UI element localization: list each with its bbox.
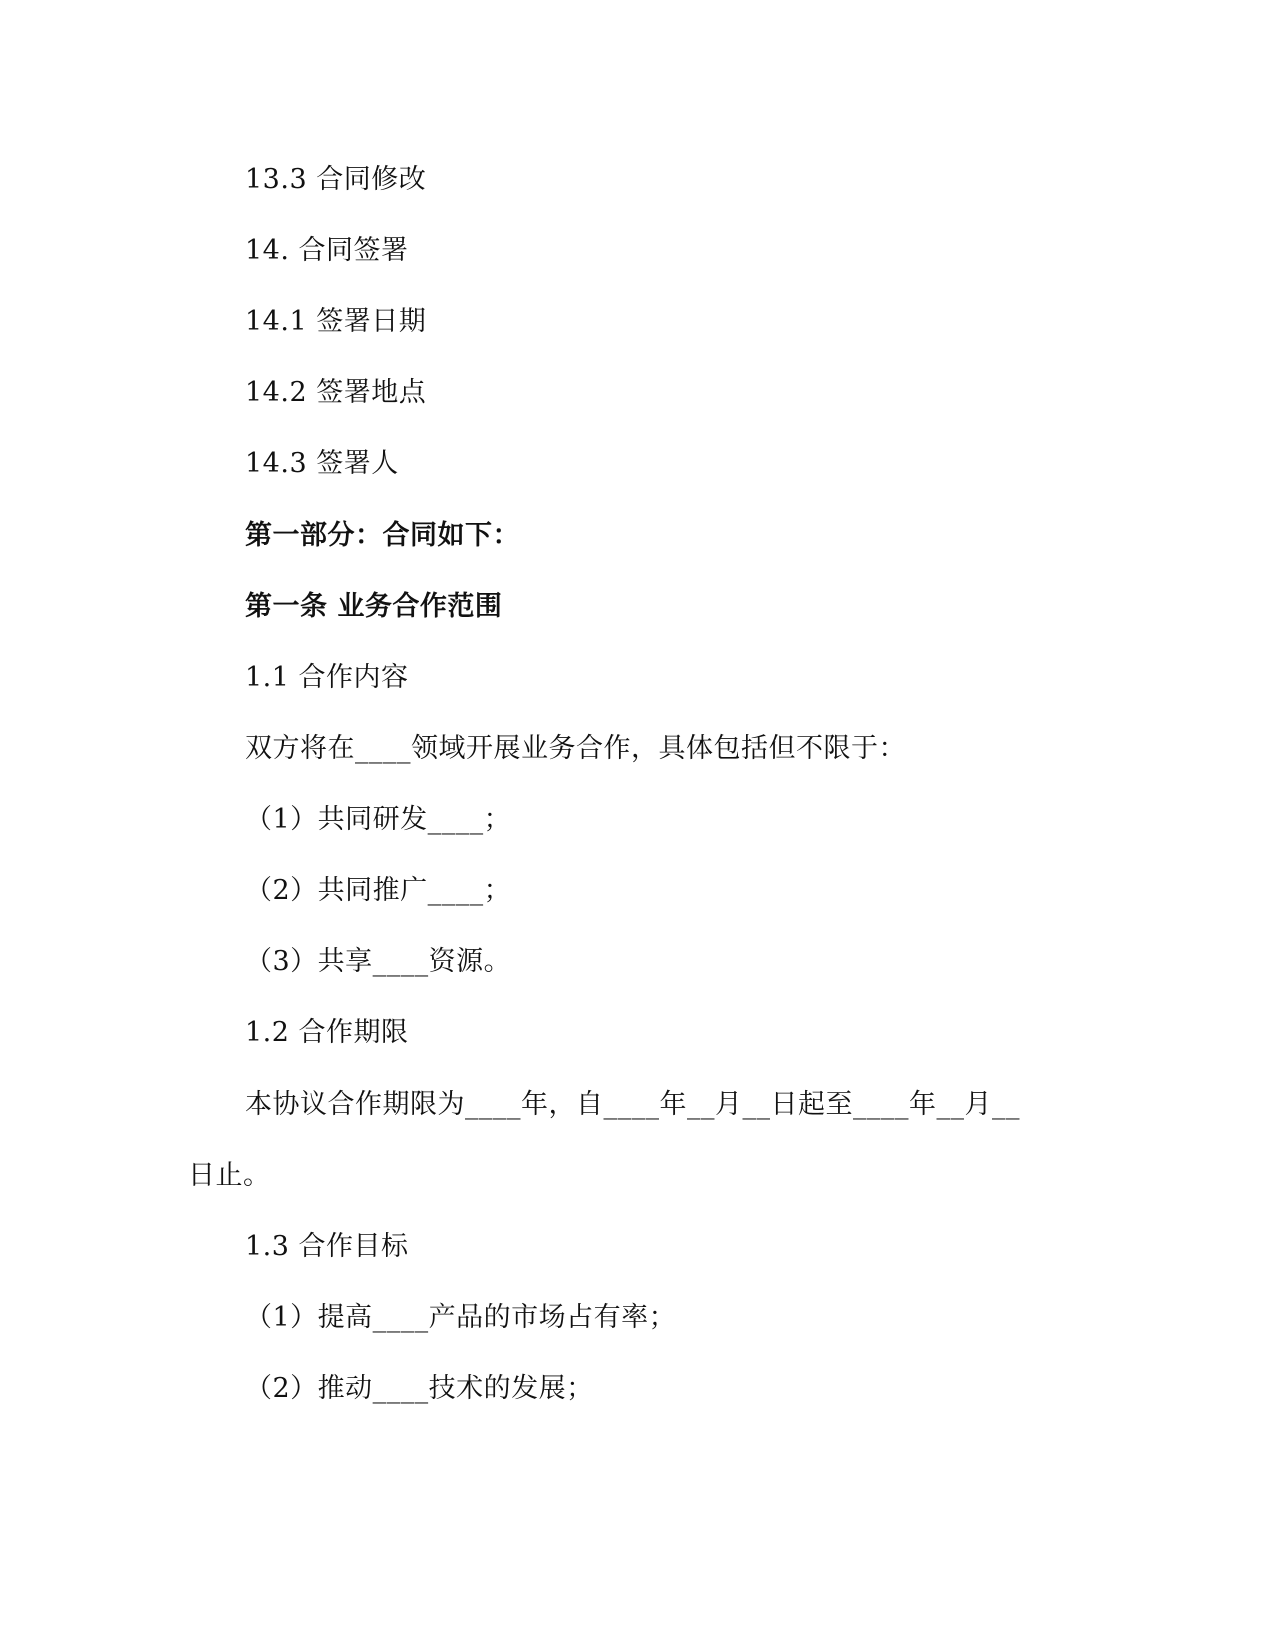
- list-item: （1）提高____产品的市场占有率；: [245, 1302, 677, 1333]
- section-14-3-heading: 14.3 签署人: [245, 448, 399, 479]
- section-14-1-heading: 14.1 签署日期: [245, 306, 427, 337]
- section-1-2-heading: 1.2 合作期限: [245, 1017, 409, 1048]
- section-14-2-heading: 14.2 签署地点: [245, 377, 427, 408]
- cooperation-content-paragraph: 双方将在____领域开展业务合作，具体包括但不限于：: [245, 733, 906, 764]
- section-14-heading: 14. 合同签署: [245, 235, 409, 266]
- article-one-title: 第一条 业务合作范围: [245, 591, 503, 622]
- cooperation-term-paragraph-end: 日止。: [188, 1160, 271, 1191]
- part-one-title: 第一部分：合同如下：: [245, 520, 520, 551]
- section-1-3-heading: 1.3 合作目标: [245, 1231, 409, 1262]
- list-item: （3）共享____资源。: [245, 946, 512, 977]
- section-1-1-heading: 1.1 合作内容: [245, 662, 409, 693]
- list-item: （1）共同研发____；: [245, 804, 512, 835]
- list-item: （2）推动____技术的发展；: [245, 1373, 594, 1404]
- list-item: （2）共同推广____；: [245, 875, 512, 906]
- cooperation-term-paragraph: 本协议合作期限为____年，自____年__月__日起至____年__月__: [245, 1089, 1020, 1120]
- section-13-3-heading: 13.3 合同修改: [245, 164, 427, 195]
